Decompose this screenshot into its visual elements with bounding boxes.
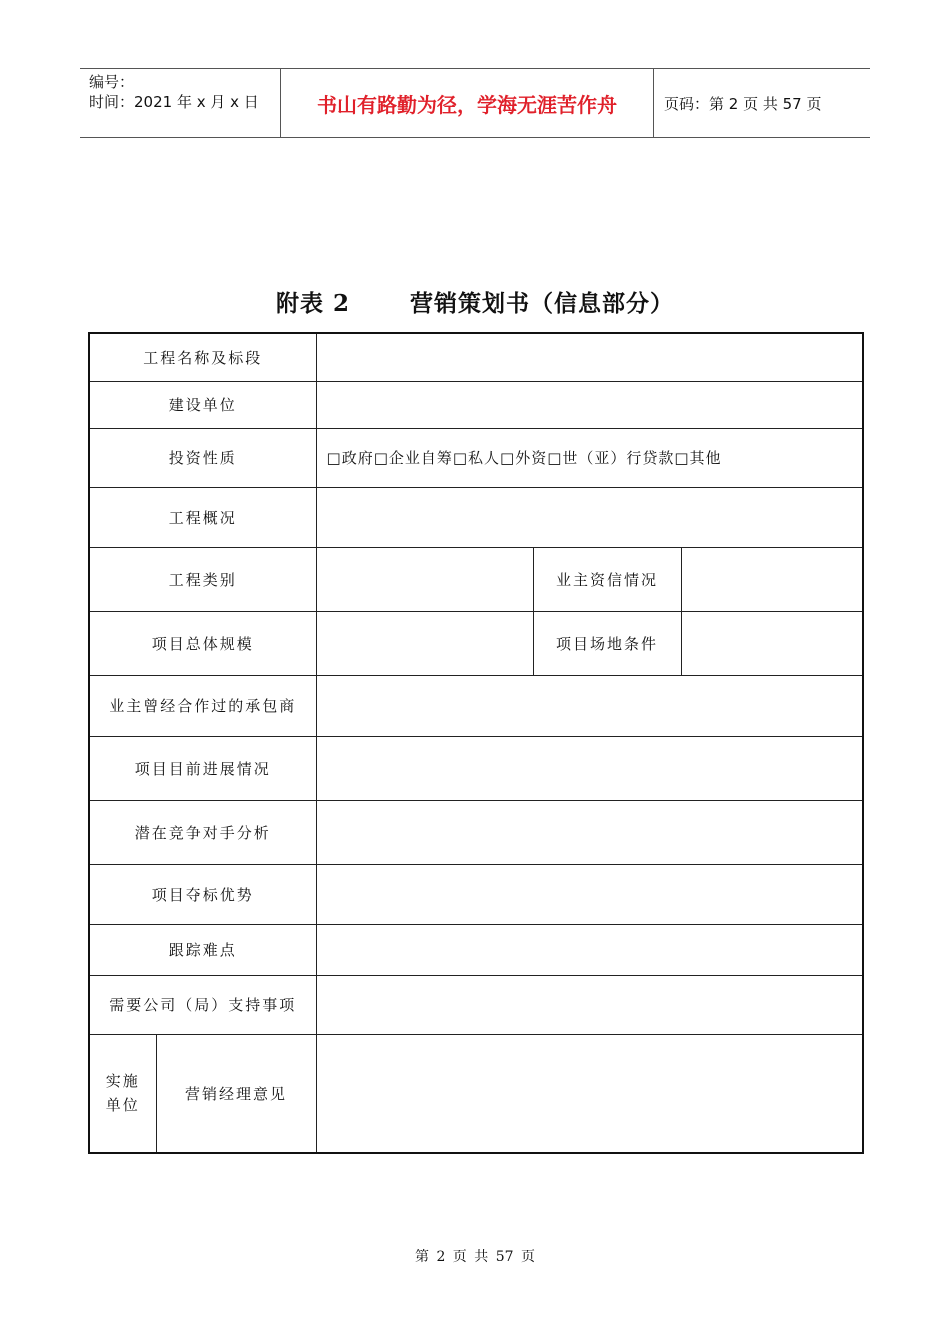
label-scale: 项目总体规模 [89, 611, 316, 675]
number-label: 编号： [89, 73, 135, 91]
table-row [89, 864, 863, 924]
developer-field[interactable] [316, 381, 863, 428]
label-category: 工程类别 [89, 547, 316, 611]
unit-line-2: 单位 [105, 1096, 140, 1115]
support-field[interactable] [316, 975, 863, 1034]
label-implementing-unit [89, 1034, 156, 1153]
title-main: 营销策划书（信息部分） [410, 290, 674, 317]
label-difficulties: 跟踪难点 [89, 924, 316, 975]
progress-field[interactable] [316, 736, 863, 800]
label-project-name: 工程名称及标段 [89, 333, 316, 381]
table-row [89, 381, 863, 428]
past-contractors-field[interactable] [316, 675, 863, 736]
project-name-field[interactable] [316, 333, 863, 381]
difficulties-field[interactable] [316, 924, 863, 975]
table-row [89, 428, 863, 487]
label-competitors: 潜在竞争对手分析 [89, 800, 316, 864]
label-site: 项目场地条件 [533, 611, 681, 675]
page-footer: 第 2 页 共 57 页 [415, 1249, 535, 1265]
scale-field[interactable] [316, 611, 533, 675]
owner-credit-field[interactable] [681, 547, 863, 611]
document-header [80, 68, 870, 138]
table-row [89, 333, 863, 381]
unit-line-1: 实施 [105, 1072, 140, 1091]
header-meta [80, 69, 281, 137]
table-row [89, 1034, 863, 1153]
table-row [89, 924, 863, 975]
table-row [89, 800, 863, 864]
label-manager-opinion: 营销经理意见 [156, 1034, 316, 1153]
advantages-field[interactable] [316, 864, 863, 924]
table-row [89, 487, 863, 547]
label-past-contractors: 业主曾经合作过的承包商 [89, 675, 316, 736]
label-developer: 建设单位 [89, 381, 316, 428]
overview-field[interactable] [316, 487, 863, 547]
page-title [0, 285, 950, 318]
info-form-table [88, 332, 864, 1154]
table-row [89, 611, 863, 675]
label-advantages: 项目夺标优势 [89, 864, 316, 924]
label-progress: 项目目前进展情况 [89, 736, 316, 800]
label-investment-type: 投资性质 [89, 428, 316, 487]
competitors-field[interactable] [316, 800, 863, 864]
manager-opinion-field[interactable] [316, 1034, 863, 1153]
label-owner-credit: 业主资信情况 [533, 547, 681, 611]
label-overview: 工程概况 [89, 487, 316, 547]
table-row [89, 675, 863, 736]
label-support: 需要公司（局）支持事项 [89, 975, 316, 1034]
investment-options[interactable]: □政府□企业自筹□私人□外资□世（亚）行贷款□其他 [316, 428, 863, 487]
site-field[interactable] [681, 611, 863, 675]
table-row [89, 736, 863, 800]
time-label: 时间：2021 年 x 月 x 日 [89, 93, 259, 111]
table-row [89, 975, 863, 1034]
header-page-label: 页码：第 2 页 共 57 页 [664, 94, 822, 113]
header-motto: 书山有路勤为径，学海无涯苦作舟 [281, 69, 654, 137]
category-field[interactable] [316, 547, 533, 611]
title-prefix: 附表 2 [275, 290, 350, 317]
table-row [89, 547, 863, 611]
